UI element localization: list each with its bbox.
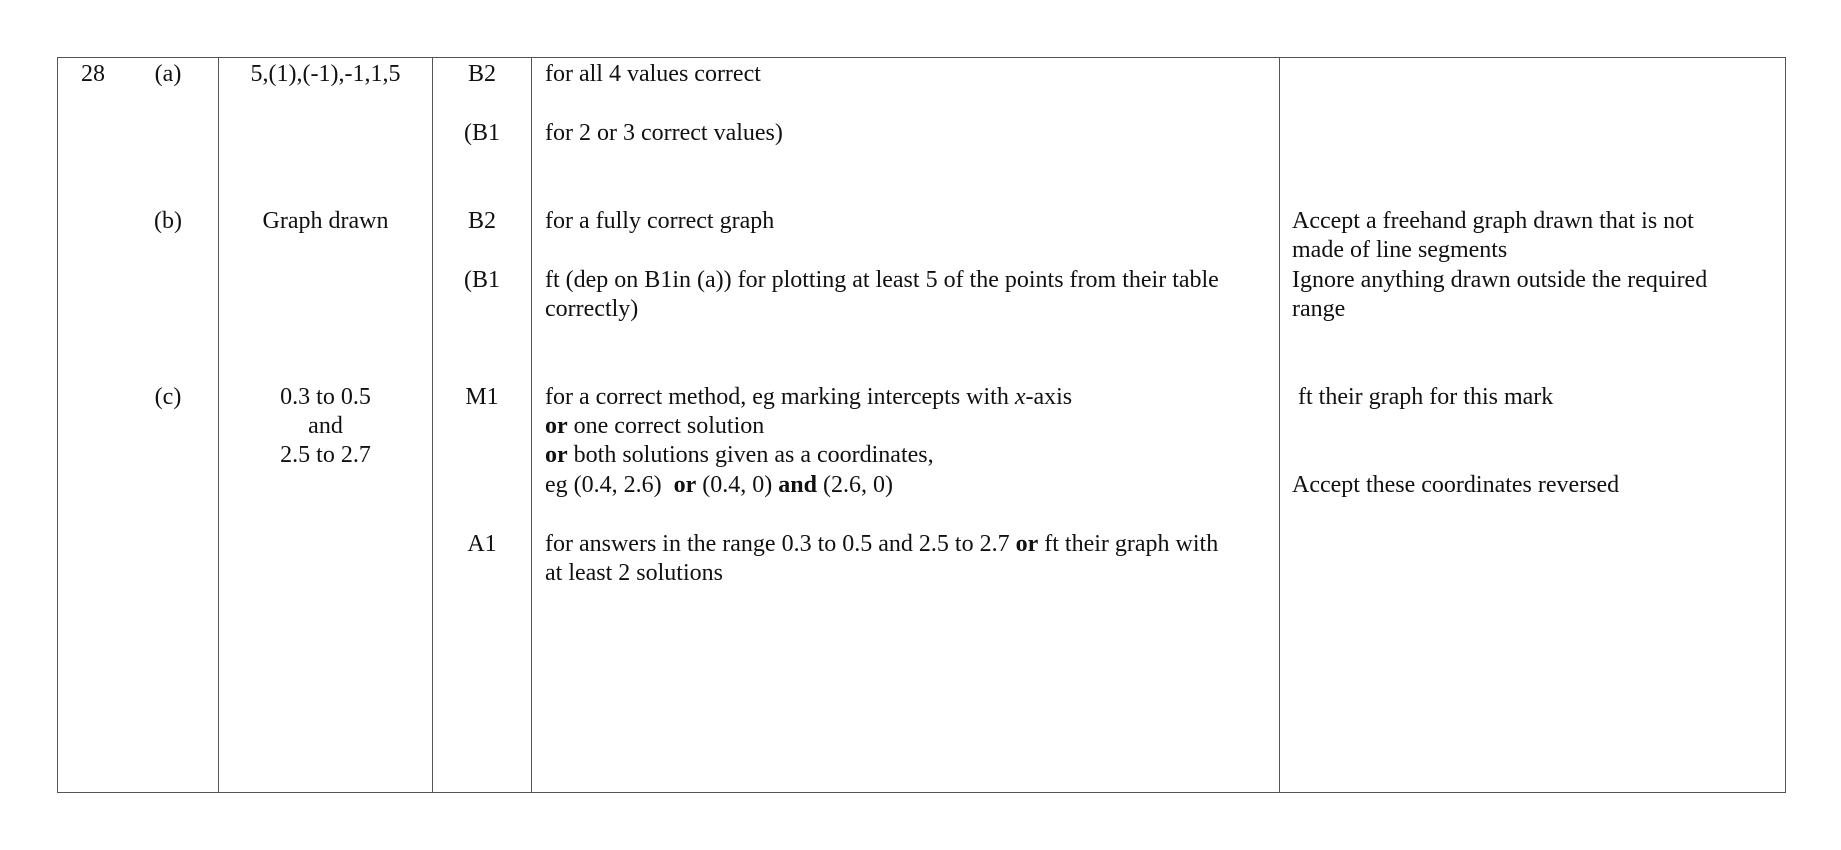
mark-a-b1: (B1 (464, 120, 500, 146)
guidance-c-line1: ft their graph for this mark (1292, 384, 1554, 410)
notes-c-m1-line1 (545, 382, 1072, 412)
notes-c-m1-x-variable: x (1014, 384, 1026, 410)
column-divider-notes-guidance (1279, 58, 1280, 792)
answer-a: 5,(1),(-1),-1,1,5 (250, 61, 401, 87)
part-label-b: (b) (154, 208, 182, 234)
guidance-c-line2: Accept these coordinates reversed (1292, 472, 1620, 498)
notes-c-m1-line4-e: (2.6, 0) (816, 472, 893, 498)
notes-c-a1-line1-text: for answers in the range 0.3 to 0.5 and 2.5 to 2.7 (545, 531, 1016, 557)
notes-b-b2: for a fully correct graph (545, 208, 775, 234)
notes-b-b1-line1: ft (dep on B1in (a)) for plotting at least 5 of the points from their table (545, 267, 1219, 293)
notes-a-b2: for all 4 values correct (545, 61, 761, 87)
notes-c-m1-line4-a: eg (0.4, 2.6) (545, 472, 674, 498)
mark-a-b2: B2 (467, 61, 496, 87)
guidance-b-line1: Accept a freehand graph drawn that is not (1292, 208, 1694, 234)
answer-c-line1: 0.3 to 0.5 (280, 384, 371, 410)
notes-c-a1-line2: at least 2 solutions (545, 560, 723, 586)
question-number: 28 (81, 61, 105, 87)
mark-scheme-table (57, 57, 1786, 793)
notes-c-m1-line2 (545, 411, 764, 441)
notes-c-m1-line4-and: and (778, 472, 817, 498)
answer-b: Graph drawn (262, 208, 389, 234)
answer-c-line2: and (308, 413, 343, 439)
notes-c-m1-line3-text: both solutions given as a coordinates, (567, 442, 934, 468)
notes-c-m1-line1-text: for a correct method, eg marking intercepts with (545, 384, 1015, 410)
mark-b-b1: (B1 (464, 267, 500, 293)
mark-c-a1: A1 (467, 531, 497, 557)
notes-c-a1-line1 (545, 529, 1218, 559)
notes-c-m1-line3 (545, 440, 934, 470)
notes-a-b1: for 2 or 3 correct values) (545, 120, 783, 146)
mark-b-b2: B2 (467, 208, 496, 234)
notes-c-a1-or: or (1015, 531, 1039, 557)
notes-c-m1-line2-or: or (545, 413, 568, 439)
guidance-b-line3: Ignore anything drawn outside the required (1292, 267, 1708, 293)
notes-b-b1-line2: correctly) (545, 296, 639, 322)
part-label-c: (c) (154, 384, 182, 410)
answer-c-line3: 2.5 to 2.7 (280, 442, 371, 468)
notes-c-m1-line4-c: (0.4, 0) (696, 472, 779, 498)
notes-c-a1-line1-post: ft their graph with (1038, 531, 1219, 557)
notes-c-m1-line4-or: or (673, 472, 697, 498)
mark-c-m1: M1 (465, 384, 499, 410)
guidance-b-line2: made of line segments (1292, 237, 1508, 263)
notes-c-m1-line2-text: one correct solution (567, 413, 765, 439)
notes-c-m1-line4 (545, 470, 893, 500)
guidance-b-line4: range (1292, 296, 1346, 322)
column-divider-mark-notes (531, 58, 532, 792)
notes-c-m1-axis-suffix: -axis (1025, 384, 1073, 410)
part-label-a: (a) (154, 61, 182, 87)
notes-c-m1-line3-or: or (545, 442, 568, 468)
column-divider-answer-mark (432, 58, 433, 792)
